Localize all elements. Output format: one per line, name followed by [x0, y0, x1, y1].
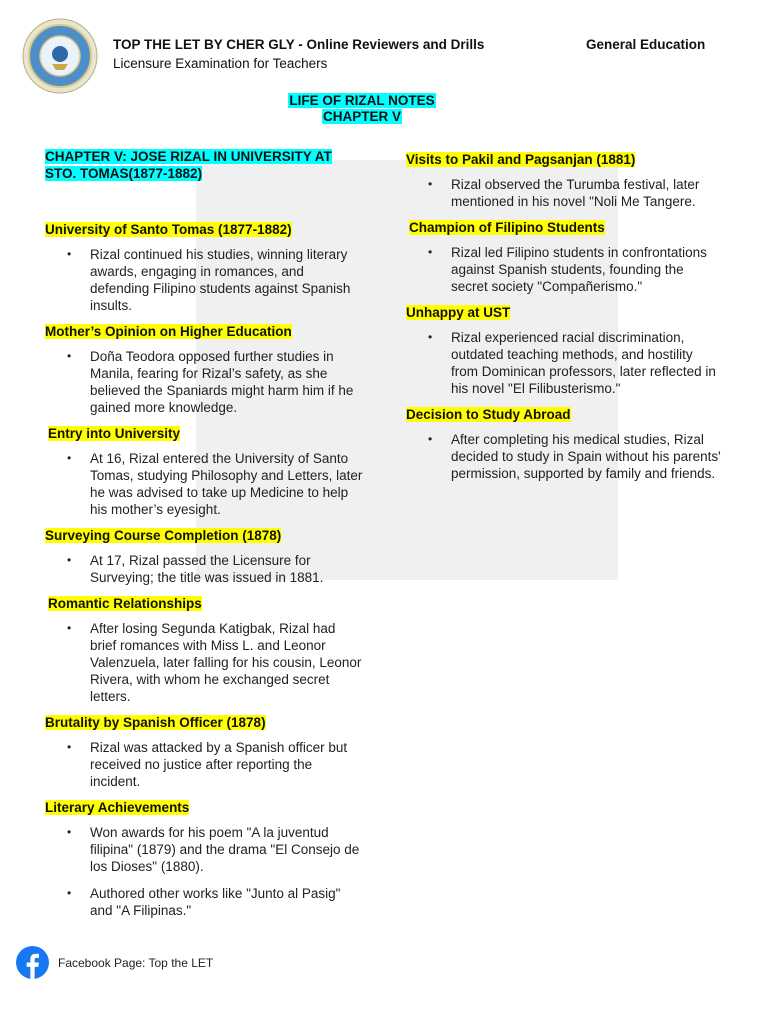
bullet-list	[45, 824, 365, 919]
subject-label: General Education	[586, 37, 706, 52]
chapter-heading: CHAPTER V: JOSE RIZAL IN UNIVERSITY AT STO. TOMAS(1877-1882)	[45, 149, 332, 181]
list-item: • At 17, Rizal passed the Licensure for Surveying; the title was issued in 1881.	[90, 552, 365, 586]
bullet-list	[406, 329, 722, 397]
section-title: Decision to Study Abroad	[406, 407, 571, 422]
left-column	[45, 148, 365, 928]
org-logo	[22, 18, 98, 94]
bullet-list	[45, 348, 365, 416]
section-title: Entry into University	[48, 426, 181, 441]
list-item: • After completing his medical studies, Rizal decided to study in Spain without his parents' permission, supported by family and friends.	[451, 431, 722, 482]
list-item: • Rizal experienced racial discrimination, outdated teaching methods, and hostility from Dominican professors, later reflected in his novel "El Filibusterismo."	[451, 329, 722, 397]
bullet-list	[406, 244, 722, 295]
section-title: Brutality by Spanish Officer (1878)	[45, 715, 266, 730]
list-item: • Rizal led Filipino students in confrontations against Spanish students, founding the secret society "Compañerismo."	[451, 244, 722, 295]
footer	[16, 946, 213, 979]
right-column	[406, 151, 722, 491]
section-title: Visits to Pakil and Pagsanjan (1881)	[406, 152, 636, 167]
list-item: • At 16, Rizal entered the University of Santo Tomas, studying Philosophy and Letters, later he was advised to take up Medicine to help his mother’s eyesight.	[90, 450, 365, 518]
section-title: Champion of Filipino Students	[409, 220, 605, 235]
title-line-2: CHAPTER V	[322, 109, 401, 124]
section-title: Romantic Relationships	[48, 596, 202, 611]
list-item: • Authored other works like "Junto al Pasig" and "A Filipinas."	[90, 885, 365, 919]
list-item: • Rizal continued his studies, winning literary awards, engaging in romances, and defending Filipino students against Spanish insults.	[90, 246, 365, 314]
page-title	[0, 93, 724, 125]
title-line-1: LIFE OF RIZAL NOTES	[289, 93, 435, 108]
bullet-list	[45, 450, 365, 518]
section-title: University of Santo Tomas (1877-1882)	[45, 222, 292, 237]
section-title: Unhappy at UST	[406, 305, 511, 320]
list-item: • Rizal observed the Turumba festival, later mentioned in his novel "Noli Me Tangere.	[451, 176, 722, 210]
bullet-list	[45, 620, 365, 705]
list-item: • After losing Segunda Katigbak, Rizal had brief romances with Miss L. and Leonor Valenzuela, later falling for his cousin, Leonor Rivera, with whom he exchanged secret letters.	[90, 620, 365, 705]
list-item: • Won awards for his poem "A la juventud filipina" (1879) and the drama "El Consejo de los Dioses" (1880).	[90, 824, 365, 875]
bullet-list	[406, 176, 722, 210]
list-item: • Doña Teodora opposed further studies in Manila, fearing for Rizal’s safety, as she believed the Spaniards might harm him if he gained more knowledge.	[90, 348, 365, 416]
bullet-list	[45, 246, 365, 314]
facebook-page-link[interactable]: Facebook Page: Top the LET	[58, 955, 214, 970]
section-title: Surveying Course Completion (1878)	[45, 528, 282, 543]
section-title: Mother’s Opinion on Higher Education	[45, 324, 292, 339]
bullet-list	[45, 739, 365, 790]
exam-label: Licensure Examination for Teachers	[113, 56, 328, 71]
list-item: • Rizal was attacked by a Spanish officer but received no justice after reporting the incident.	[90, 739, 365, 790]
bullet-list	[45, 552, 365, 586]
bullet-list	[406, 431, 722, 482]
facebook-icon[interactable]	[16, 946, 49, 979]
brand-title: TOP THE LET BY CHER GLY - Online Reviewers and Drills	[113, 37, 485, 52]
section-title: Literary Achievements	[45, 800, 190, 815]
